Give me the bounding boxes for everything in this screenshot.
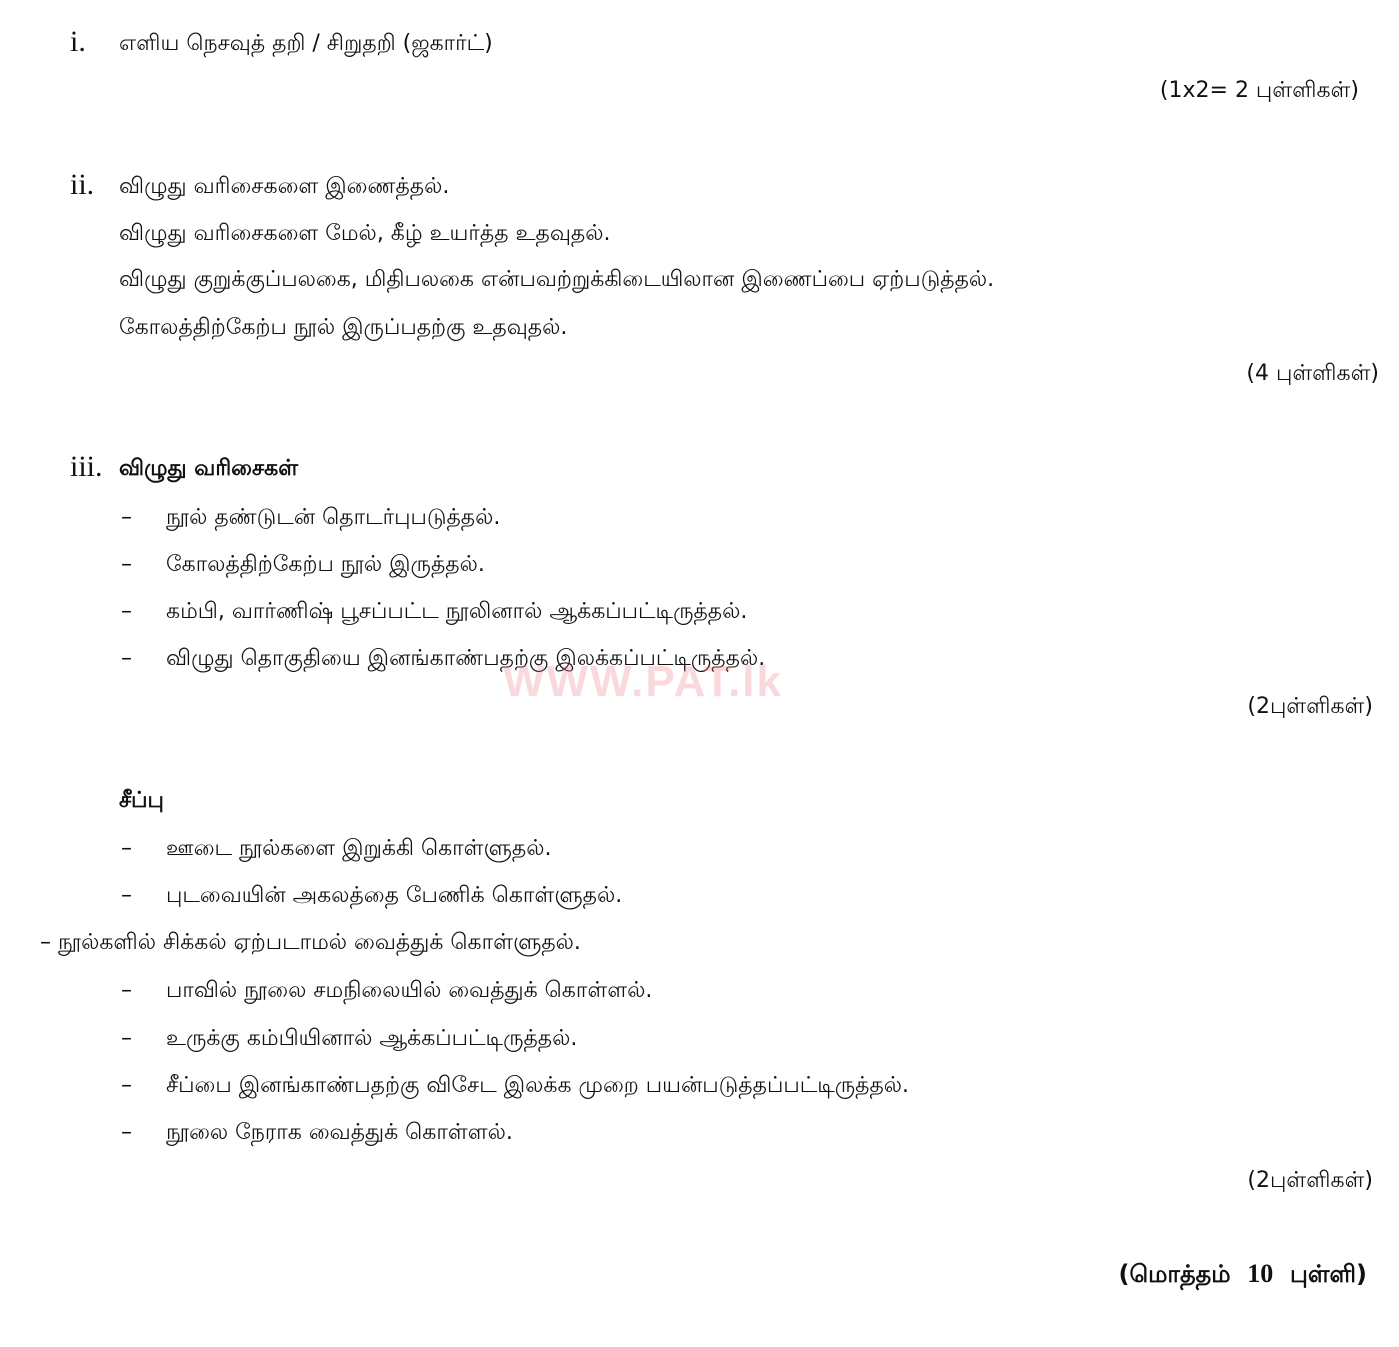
bullet-dash: – (121, 646, 132, 671)
section-iii-marks: (2புள்ளிகள்) (1247, 694, 1373, 719)
section-iii-item: கம்பி, வார்ணிஷ் பூசப்பட்ட நூலினால் ஆக்கப்பட்டிருத்தல். (166, 599, 748, 624)
section-iii-heading: விழுது வரிசைகள் (119, 456, 299, 481)
section-ii-line: விழுது குறுக்குப்பலகை, மிதிபலகை என்பவற்றுக்கிடையிலான இணைப்பை ஏற்படுத்தல். (119, 267, 995, 292)
bullet-dash: – (121, 599, 132, 624)
total-open-paren: ( (1118, 1260, 1130, 1288)
section-ii-marks: (4 புள்ளிகள்) (1246, 361, 1379, 386)
section-iii-item: கோலத்திற்கேற்ப நூல் இருத்தல். (166, 552, 485, 577)
bullet-dash: – (121, 1073, 132, 1098)
total-close-paren: ) (1356, 1260, 1367, 1288)
reed-item: பாவில் நூலை சமநிலையில் வைத்துக் கொள்ளல். (166, 978, 653, 1003)
bullet-dash: – (121, 552, 132, 577)
section-i-numeral: i. (70, 25, 86, 58)
reed-item: புடவையின் அகலத்தை பேணிக் கொள்ளுதல். (166, 883, 623, 908)
bullet-dash: – (121, 978, 132, 1003)
reed-heading: சீப்பு (119, 788, 164, 813)
section-ii-line: விழுது வரிசைகளை இணைத்தல். (119, 174, 450, 199)
bullet-dash: – (121, 836, 132, 861)
section-iii-numeral: iii. (70, 450, 103, 483)
bullet-dash: – (121, 1026, 132, 1051)
total-unit: புள்ளி (1289, 1260, 1357, 1288)
total-label: மொத்தம் (1129, 1260, 1231, 1288)
total-number: 10 (1247, 1259, 1274, 1288)
reed-item-outdented: – நூல்களில் சிக்கல் ஏற்படாமல் வைத்துக் கொள்ளுதல். (40, 930, 581, 955)
reed-marks: (2புள்ளிகள்) (1247, 1168, 1373, 1193)
bullet-dash: – (121, 1120, 132, 1145)
bullet-dash: – (121, 505, 132, 530)
reed-item: உருக்கு கம்பியினால் ஆக்கப்பட்டிருத்தல். (166, 1026, 578, 1051)
section-ii-line: கோலத்திற்கேற்ப நூல் இருப்பதற்கு உதவுதல். (119, 315, 568, 340)
total-marks (1118, 1259, 1367, 1289)
reed-item: சீப்பை இனங்காண்பதற்கு விசேட இலக்க முறை பயன்படுத்தப்பட்டிருத்தல். (166, 1073, 910, 1098)
watermark: WWW.PAT.lk (503, 657, 783, 706)
bullet-dash: – (121, 883, 132, 908)
section-ii-numeral: ii. (70, 168, 95, 201)
section-iii-item: விழுது தொகுதியை இனங்காண்பதற்கு இலக்கப்பட்டிருத்தல். (166, 646, 766, 671)
section-ii-line: விழுது வரிசைகளை மேல், கீழ் உயர்த்த உதவுதல். (119, 221, 611, 246)
section-iii-item: நூல் தண்டுடன் தொடர்புபடுத்தல். (166, 505, 501, 530)
reed-item: ஊடை நூல்களை இறுக்கி கொள்ளுதல். (166, 836, 552, 861)
reed-item: நூலை நேராக வைத்துக் கொள்ளல். (166, 1120, 513, 1145)
section-i-marks: (1x2= 2 புள்ளிகள்) (1159, 78, 1359, 103)
section-i-text: எளிய நெசவுத் தறி / சிறுதறி (ஜகார்ட்) (119, 31, 493, 56)
